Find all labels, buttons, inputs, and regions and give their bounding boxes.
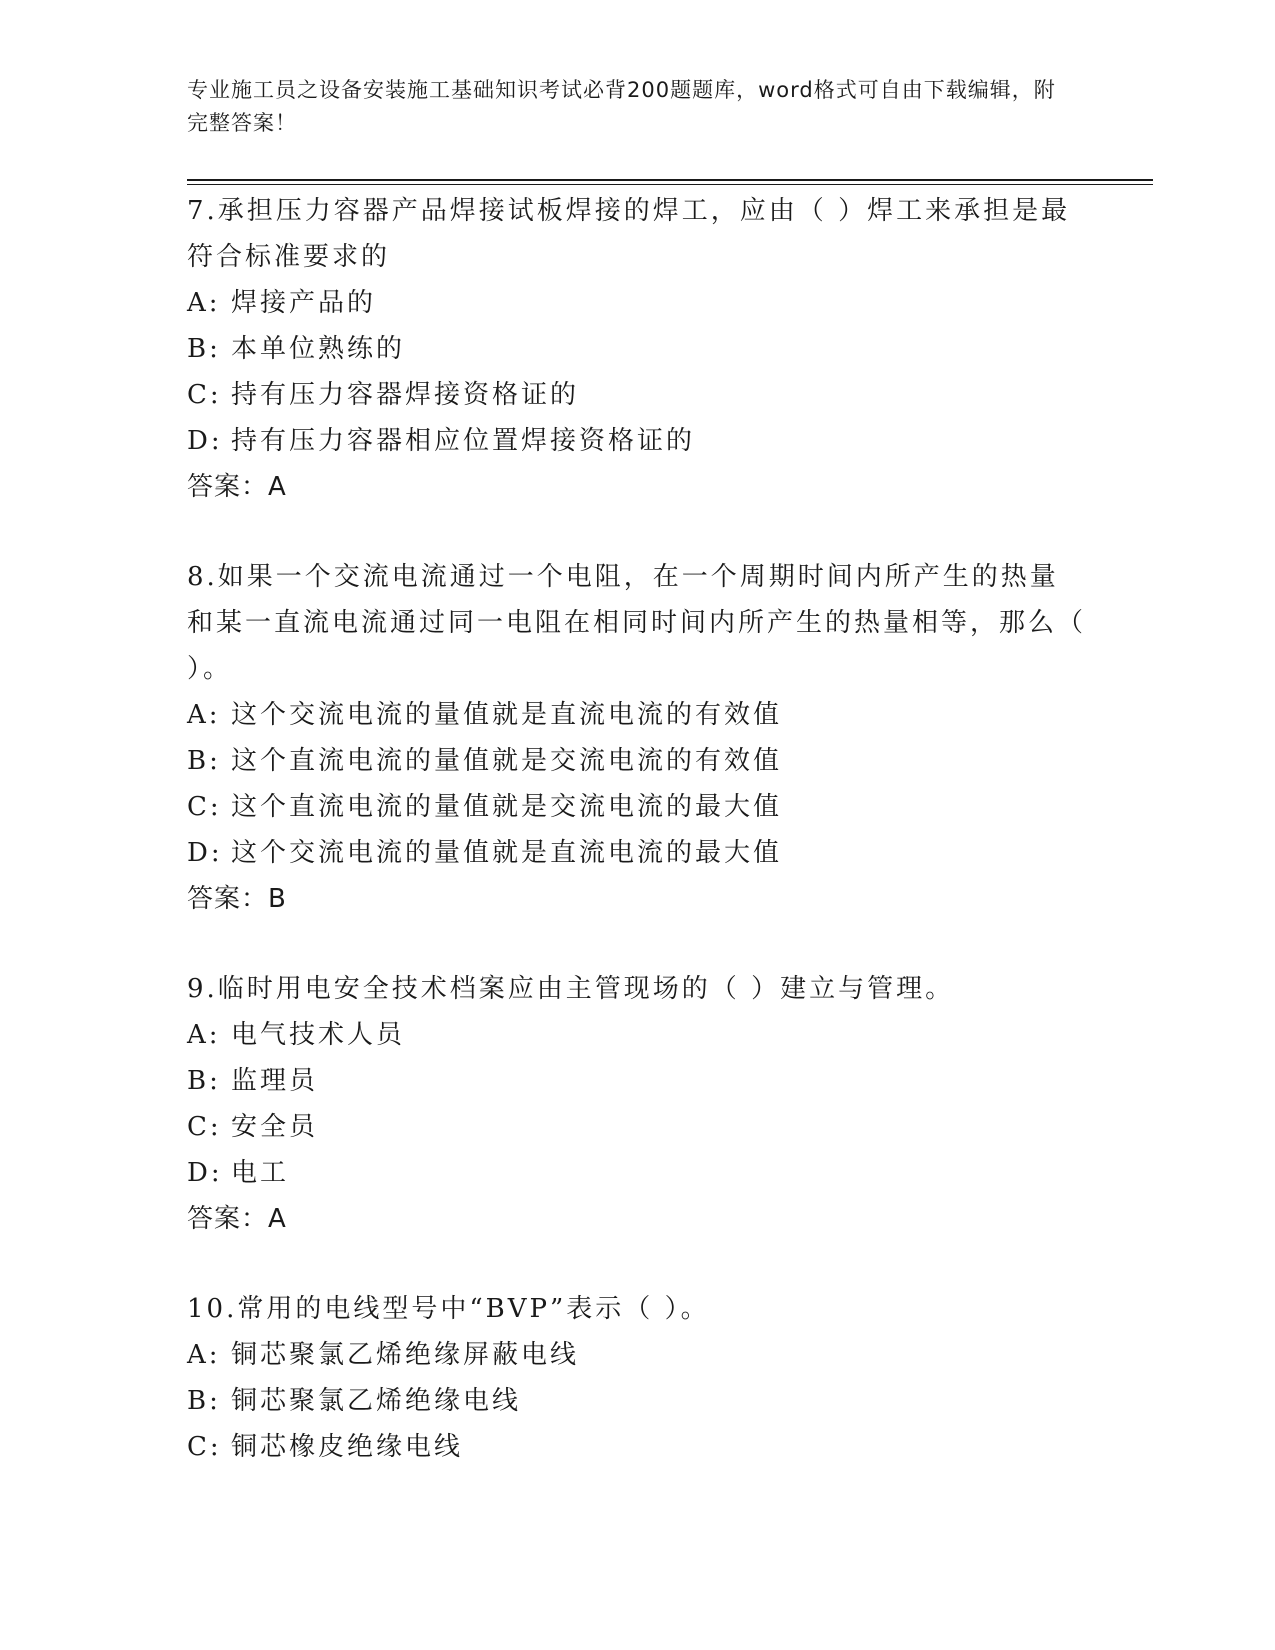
- option-letter: C:: [187, 1432, 222, 1462]
- question-stem: 9.临时用电安全技术档案应由主管现场的（ ）建立与管理。: [187, 974, 955, 1004]
- option-letter: A:: [187, 1340, 221, 1370]
- option-text: 铜芯聚氯乙烯绝缘屏蔽电线: [231, 1340, 580, 1370]
- option-b: [187, 326, 1087, 372]
- option-text: 监理员: [231, 1066, 319, 1096]
- option-letter: B:: [187, 334, 221, 364]
- question-stem: 10.常用的电线型号中“BVP”表示（ ）。: [187, 1294, 710, 1324]
- option-d: [187, 1150, 1087, 1196]
- option-text: 电气技术人员: [231, 1020, 406, 1050]
- option-a: [187, 692, 1087, 738]
- option-letter: B:: [187, 1386, 221, 1416]
- option-c: [187, 1424, 1087, 1470]
- option-c: [187, 784, 1087, 830]
- option-text: 持有压力容器焊接资格证的: [231, 380, 580, 410]
- answer-line: 答案：A: [187, 472, 287, 502]
- option-d: [187, 830, 1087, 876]
- option-letter: C:: [187, 792, 222, 822]
- option-c: [187, 372, 1087, 418]
- option-c: [187, 1104, 1087, 1150]
- option-d: [187, 418, 1087, 464]
- option-letter: D:: [187, 838, 223, 868]
- option-text: 本单位熟练的: [231, 334, 406, 364]
- option-a: [187, 1332, 1087, 1378]
- option-letter: C:: [187, 380, 222, 410]
- option-text: 铜芯聚氯乙烯绝缘电线: [231, 1386, 522, 1416]
- option-letter: A:: [187, 700, 221, 730]
- question-stem: 8.如果一个交流电流通过一个电阻，在一个周期时间内所产生的热量和某一直流电流通过同一电阻在相同时间内所产生的热量相等，那么（ ）。: [187, 562, 1087, 684]
- option-a: [187, 1012, 1087, 1058]
- option-letter: A:: [187, 1020, 221, 1050]
- option-letter: C:: [187, 1112, 222, 1142]
- option-letter: D:: [187, 1158, 223, 1188]
- option-b: [187, 1058, 1087, 1104]
- option-letter: A:: [187, 288, 221, 318]
- option-a: [187, 280, 1087, 326]
- question-9: [187, 966, 1087, 1242]
- question-8: [187, 554, 1087, 922]
- option-text: 这个直流电流的量值就是交流电流的最大值: [231, 792, 783, 822]
- option-text: 焊接产品的: [231, 288, 377, 318]
- question-list: [187, 188, 1087, 1514]
- option-text: 持有压力容器相应位置焊接资格证的: [231, 426, 696, 456]
- question-stem: 7.承担压力容器产品焊接试板焊接的焊工，应由（ ）焊工来承担是最符合标准要求的: [187, 196, 1071, 272]
- option-text: 铜芯橡皮绝缘电线: [231, 1432, 464, 1462]
- option-letter: B:: [187, 746, 221, 776]
- option-text: 这个直流电流的量值就是交流电流的有效值: [231, 746, 783, 776]
- option-text: 电工: [231, 1158, 290, 1188]
- answer-line: 答案：A: [187, 1204, 287, 1234]
- header-divider-thick: [187, 179, 1153, 181]
- header-divider-thin: [187, 184, 1153, 185]
- document-header: 专业施工员之设备安装施工基础知识考试必背200题题库，word格式可自由下载编辑，附完整答案！: [187, 78, 1056, 135]
- option-b: [187, 738, 1087, 784]
- question-7: [187, 188, 1087, 510]
- option-b: [187, 1378, 1087, 1424]
- option-text: 安全员: [231, 1112, 319, 1142]
- option-letter: D:: [187, 426, 223, 456]
- question-10: [187, 1286, 1087, 1470]
- option-text: 这个交流电流的量值就是直流电流的有效值: [231, 700, 783, 730]
- option-letter: B:: [187, 1066, 221, 1096]
- answer-line: 答案：B: [187, 884, 287, 914]
- option-text: 这个交流电流的量值就是直流电流的最大值: [231, 838, 783, 868]
